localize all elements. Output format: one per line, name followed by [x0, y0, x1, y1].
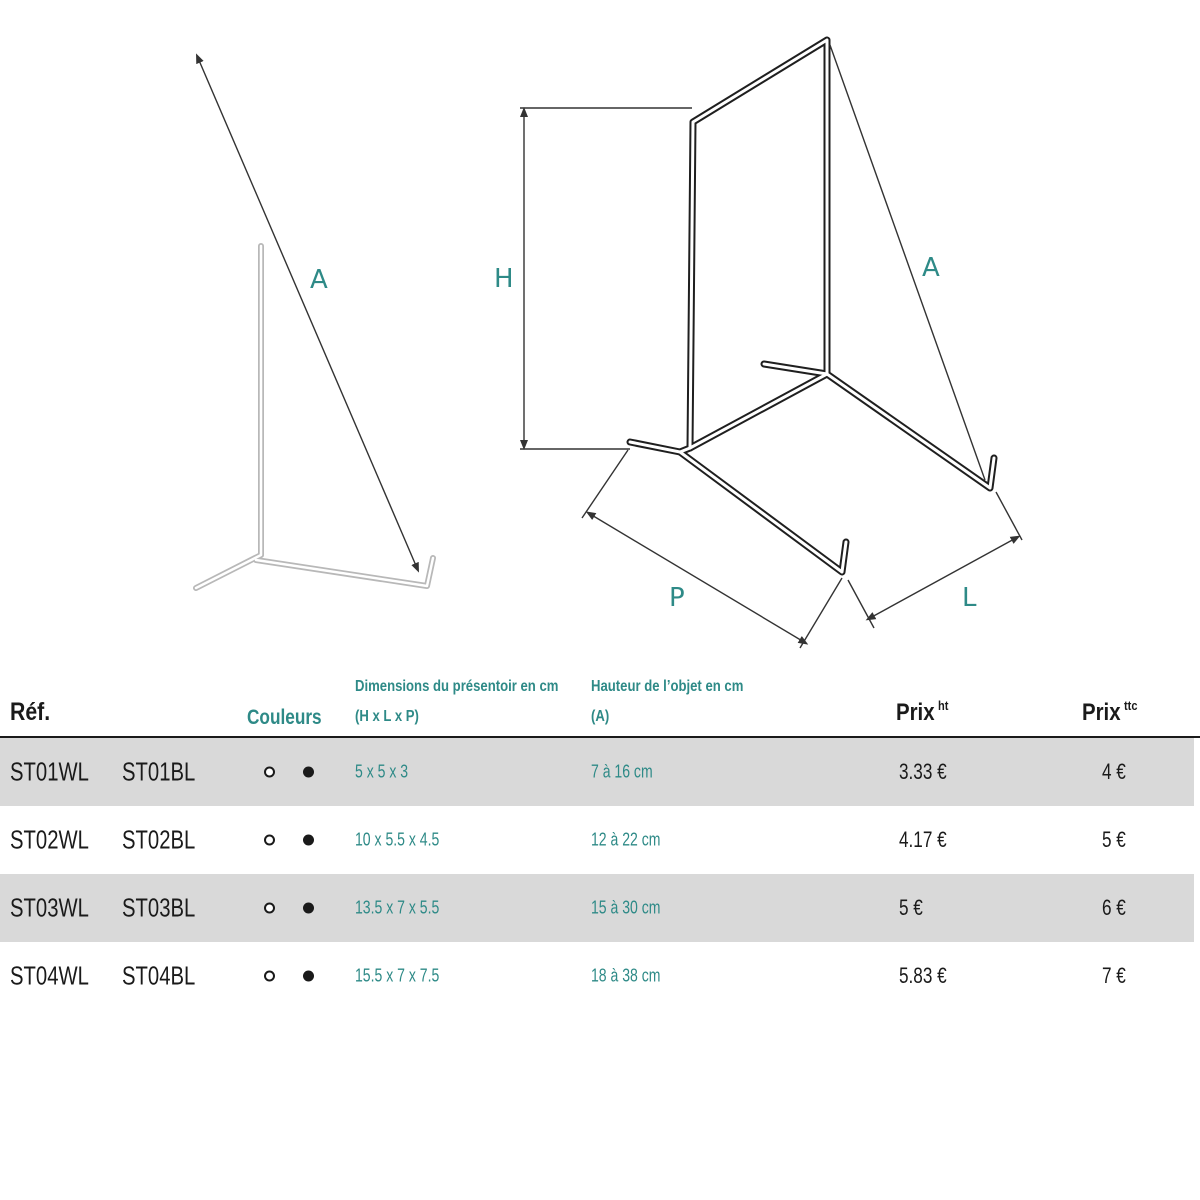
ref-black: ST02BL — [122, 824, 196, 855]
hauteur-value: 18 à 38 cm — [591, 965, 661, 986]
prix-ttc-value: 4 € — [1102, 759, 1126, 784]
prix-ttc-value: 7 € — [1102, 963, 1126, 988]
table-header — [0, 670, 1200, 738]
prix-ttc-value: 6 € — [1102, 895, 1126, 920]
black-color-dot-icon — [303, 835, 314, 846]
table-row — [0, 942, 1194, 1010]
dimension-line-a-right — [830, 45, 985, 480]
label-a-left: A — [310, 265, 328, 295]
header-prix-ht: Prix $^{ht}$ — [896, 698, 949, 726]
header-dimensions: Dimensions du présentoir en cm — [355, 678, 559, 695]
dimension-arrow-a-left — [198, 58, 417, 568]
dimension-h — [520, 108, 692, 449]
ref-white: ST02WL — [10, 824, 89, 855]
ref-black: ST04BL — [122, 960, 196, 991]
side-view-stand-inner — [196, 246, 433, 588]
header-hauteur-sub: (A) — [591, 708, 610, 725]
dimension-l — [848, 492, 1022, 628]
ref-white: ST03WL — [10, 892, 89, 923]
prix-ht-value: 4.17 € — [899, 827, 947, 852]
ref-white: ST01WL — [10, 756, 89, 787]
white-color-dot-icon — [264, 835, 275, 846]
black-color-dot-icon — [303, 903, 314, 914]
header-hauteur: Hauteur de l’objet en cm — [591, 678, 744, 695]
ref-black: ST03BL — [122, 892, 196, 923]
perspective-stand-inner — [630, 40, 994, 572]
prix-ttc-value: 5 € — [1102, 827, 1126, 852]
black-color-dot-icon — [303, 767, 314, 778]
table-row — [0, 806, 1194, 874]
black-color-dot-icon — [303, 971, 314, 982]
prix-ht-value: 5 € — [899, 895, 923, 920]
dimensions-value: 10 x 5.5 x 4.5 — [355, 829, 440, 850]
side-view-stand — [196, 246, 433, 588]
white-color-dot-icon — [264, 903, 275, 914]
header-dimensions-sub: (H x L x P) — [355, 708, 419, 725]
white-color-dot-icon — [264, 971, 275, 982]
table-row — [0, 738, 1194, 806]
perspective-stand — [630, 40, 994, 572]
ref-black: ST01BL — [122, 756, 196, 787]
white-color-dot-icon — [264, 767, 275, 778]
label-h: H — [494, 264, 514, 294]
label-l: L — [962, 583, 977, 613]
hauteur-value: 7 à 16 cm — [591, 761, 653, 782]
dimensions-value: 15.5 x 7 x 7.5 — [355, 965, 440, 986]
ref-white: ST04WL — [10, 960, 89, 991]
dimensions-value: 5 x 5 x 3 — [355, 761, 409, 782]
prix-ht-value: 3.33 € — [899, 759, 947, 784]
prix-ht-value: 5.83 € — [899, 963, 947, 988]
header-prix-ttc: Prix $^{ttc}$ — [1082, 698, 1138, 726]
table-row — [0, 874, 1194, 942]
label-p: P — [669, 583, 685, 613]
header-couleurs: Couleurs — [247, 706, 322, 729]
product-table — [0, 670, 1200, 1010]
hauteur-value: 15 à 30 cm — [591, 897, 661, 918]
dimensions-value: 13.5 x 7 x 5.5 — [355, 897, 440, 918]
label-a-right: A — [922, 253, 940, 283]
header-ref: Réf. — [10, 698, 51, 726]
hauteur-value: 12 à 22 cm — [591, 829, 661, 850]
